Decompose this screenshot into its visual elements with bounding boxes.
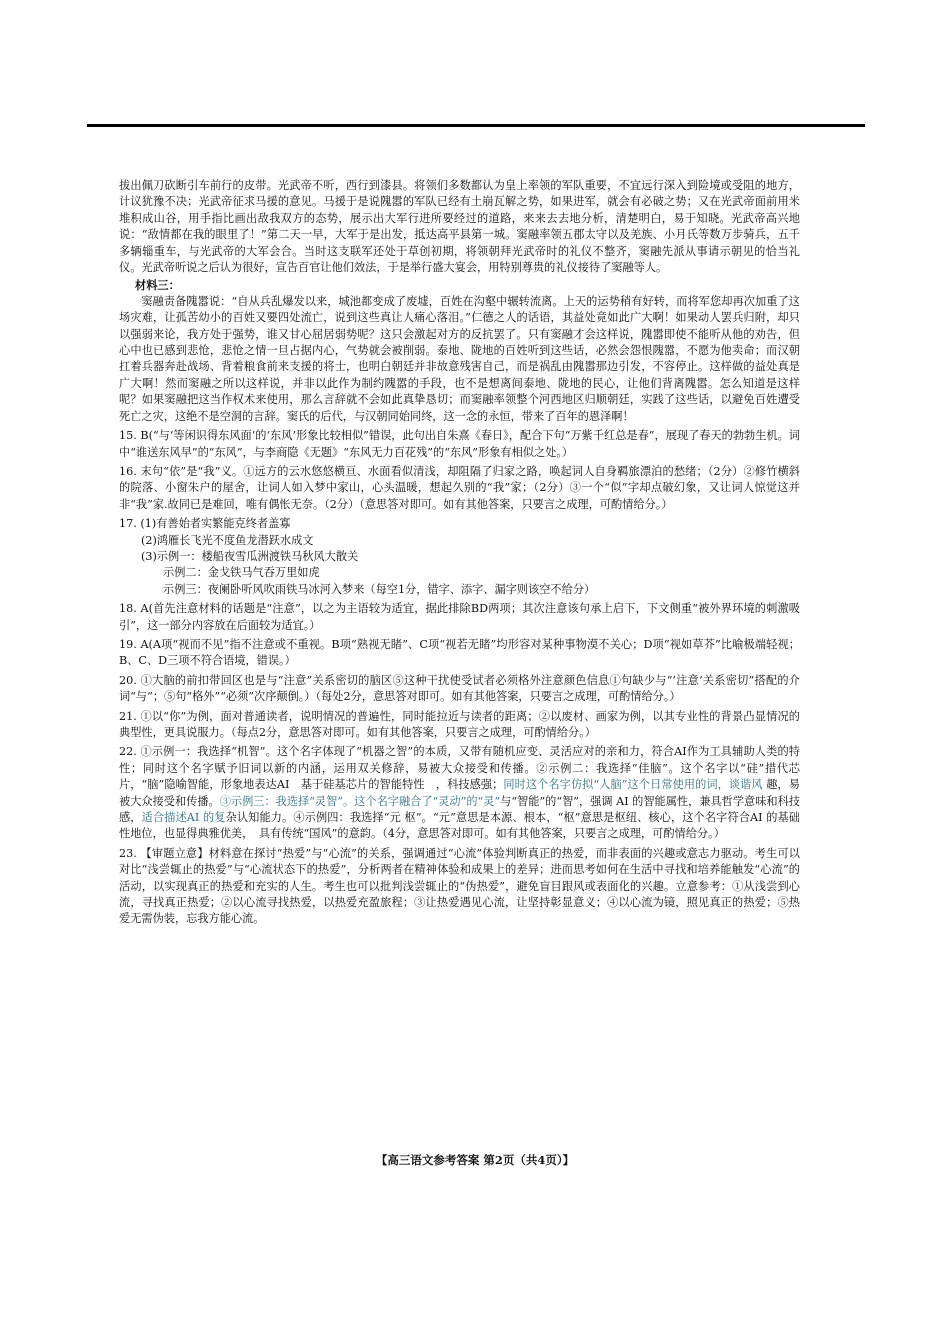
material-three-text: 窦融责备隗嚣说：“自从兵乱爆发以来，城池都变成了废墟，百姓在沟壑中辗转流离。上天的运势稍有好转，而将军您却再次加重了这场灾难，让孤苦幼小的百姓又要四处流亡，说到这些真让人痛心落泪。”仁德之人的话语，其益处竟如此广大啊！如果动人罢兵归附，却只以强弱来论，我方处于强势，谁又甘心屈居弱势呢？这只会激起对方的反抗罢了。只有窦融才会这样说，隗嚣即使不能听从他的劝告，但心中也已感到悲怆，悲怆之情一旦占据内心，气势就会被削弱。泰地、陇地的百姓听到这些话，必然会怨恨隗嚣，不愿为他卖命；而汉朝扛着兵器奔赴战场、背着粮食前来支援的将士，也明白朝廷并非故意残害自己，而是祸乱由隗嚣那边引发，不容停止。这样做的益处真是广大啊！然而窦融之所以这样说，并非以此作为制约隗嚣的手段，也不是想离间泰地、陇地的民心，让他们背离隗嚣。怎么知道是这样呢？如果窦融把这当作权术来使用，那么言辞就不会如此真挚恳切；而窦融率领整个河西地区归顺朝廷，实践了这些话，以避免百姓遭受死亡之灾，这绝不是空洞的言辞。窦氏的后代，与汉朝同始同终，这一念的永恒，带来了百年的恩泽啊！ — [119, 294, 800, 423]
page-footer: 【高三语文参考答案 第2页（共4页）】 — [375, 1153, 575, 1167]
answer-17-3-example-2: 示例二：金戈铁马气吞万里如虎 — [163, 566, 320, 580]
header-rule — [87, 124, 865, 127]
answer-22-part-d: 杂认知能力。④示例四：我选择“元 枢”。“元”意思是本源、根本，“枢”意思是枢纽、核心，这个名字符合AI 的基础性地位，也显得典雅优美， 具有传统“国风”的意韵。（4分，意思答对即可。如有其他答案，只要言之成理，可酌情给分。） — [119, 811, 800, 841]
answer-content — [119, 178, 800, 928]
answer-17-2: (2)鸿雁长飞光不度鱼龙潜跃水成文 — [141, 533, 314, 547]
answer-23: 23. 【审题立意】材料意在探讨“热爱”与“心流”的关系，强调通过“心流”体验判断真正的热爱，而非表面的兴趣或意志力驱动。考生可以对比“浅尝辄止的热爱”与“心流状态下的热爱”，分析两者在精神体验和成果上的差异；进而思考如何在生活中寻找和培养能触发“心流”的活动，以实现真正的热爱和充实的人生。考生也可以批判浅尝辄止的“伪热爱”，避免盲目跟风或表面化的兴趣。立意参考：①从浅尝到心流，寻找真正热爱；②以心流寻找热爱，以热爱充盈旅程；③让热爱遇见心流，让坚持彰显意义；④以心流为镜，照见真正的热爱；⑤热爱无需伪装，忘我方能心流。 — [119, 846, 800, 926]
answer-21: 21. ①以“你”为例，面对普通读者，说明情况的普遍性，同时能拉近与读者的距离；②以废材、画家为例，以其专业性的背景凸显情况的典型性，更具说服力。（每点2分，意思答对即可。如有其他答案，只要言之成理，可酌情给分。） — [119, 709, 800, 739]
answer-20: 20. ①大脑的前扣带回区也是与“注意”关系密切的脑区⑤这种干扰使受试者必须格外注意颜色信息①句缺少与“‘注意’关系密切”搭配的介词“与”；⑤句“格外”“必须”次序颠倒。）（每处2分，意思答对即可。如有其他答案，只要言之成理，可酌情给分。） — [119, 673, 800, 704]
answer-19: 19. A(A项“视而不见”指不注意或不重视。B项“熟视无睹”、C项“视若无睹”均形容对某种事物漠不关心；D项“视如草芥”比喻极端轻视；B、C、D三项不符合语境，错误。） — [119, 637, 800, 668]
answer-18: 18. A(首先注意材料的话题是“注意”，以之为主语较为适宜，据此排除BD两项；其次注意该句承上启下，下文侧重“被外界环境的刺激吸引”，这一部分内容放在后面较为适宜。） — [119, 602, 800, 632]
material-three-heading: 材料三： — [135, 278, 180, 293]
answer-22-part-b: 趣，易被大众接受和传播。 — [119, 778, 800, 808]
answer-22-part-a: 22. ①示例一：我选择“机智”。这个名字体现了“机器之智”的本质，又带有随机应变、灵活应对的亲和力，符合AI作为工具辅助人类的特性；同时这个名字赋予旧词以新的内涵，运用双关修辞，易被大众接受和传播。②示例二：我选择“佳脑”。这个名字以“硅”措代芯片，“脑”隐喻智能，形象地表达AI 基于硅基芯片的智能特性 ，科技感强； — [119, 745, 800, 792]
answer-22-faded-3: 适合描述AI 的复 — [141, 811, 226, 825]
answer-22-faded-1: 同时这个名字仿拟“人脑”这个日常使用的词，谈谐风 — [503, 778, 763, 792]
answer-17-3-example-3: 示例三：夜阑卧听风吹雨铁马冰河入梦来（每空1分，错字、添字、漏字则该空不给分） — [163, 582, 596, 596]
answer-22-part-c: 与“智能”的“智”，强调 AI 的智能属性，兼具哲学意味和科技感， — [119, 794, 800, 825]
answer-15: 15. B(“与‘等闲识得东风面’的‘东风’形象比较相似”错误，此句出自朱熹《春日》，配合下句“万紫千红总是春”，展现了春天的勃勃生机。词中“谁送东风早”的“东风”，与李商隐《无题》“东风无力百花残”的“东风”形象有相似之处。） — [119, 429, 800, 459]
answer-22 — [119, 744, 800, 842]
answer-16: 16. 末句“依”是“我”义。①远方的云水悠悠横亘、水面看似清浅，却阻隔了归家之路，唤起词人自身羁旅漂泊的愁绪；（2分）②修竹横斜的院落、小窗朱户的屋舍，让词人如入梦中家山，心头温暖，想起久别的“我”家；（2分）③一个“似”字却点破幻象，又让词人惊觉这并非“我”家.故同已是难回，唯有偶怅无奈。（2分）（意思答对即可。如有其他答案，只要言之成理，可酌情给分。） — [119, 464, 800, 511]
answer-17: 17. (1)有善始者实繁能克终者盖寡 — [119, 517, 291, 531]
answer-22-faded-2: ③示例三：我选择“灵智”。这个名字融合了“灵动”的“灵” — [219, 794, 501, 808]
material-two-continuation: 拔出佩刀砍断引车前行的皮带。光武帝不听，西行到漆县。将领们多数都认为皇上率领的军队重要，不宜远行深入到险境或受阻的地方，计议犹豫不决；光武帝征求马援的意见。马援于是说隗嚣的军队已经有土崩瓦解之势，如果进军，就会有必破之势；又在光武帝面前用米堆积成山谷，用手指比画出敌我双方的态势，展示出大军行进所要经过的道路，来来去去地分析，清楚明白，易于知晓。光武帝高兴地说：“敌情都在我的眼里了！”第二天一早，大军于是出发，抵达高平县第一城。窦融率领五郡太守以及羌族、小月氏等数万步骑兵，五千多辆辎重车，与光武帝的大军会合。当时这支联军还处于草创初期，将领朝拜光武帝时的礼仪不整齐，窦融先派从事请示朝见的恰当礼仪。光武帝听说之后认为很好，宣告百官让他们效法，于是举行盛大宴会，用特别尊贵的礼仪接待了窦融等人。 — [119, 179, 800, 275]
answer-17-3: (3)示例一：楼船夜雪瓜洲渡铁马秋风大散关 — [141, 549, 359, 563]
